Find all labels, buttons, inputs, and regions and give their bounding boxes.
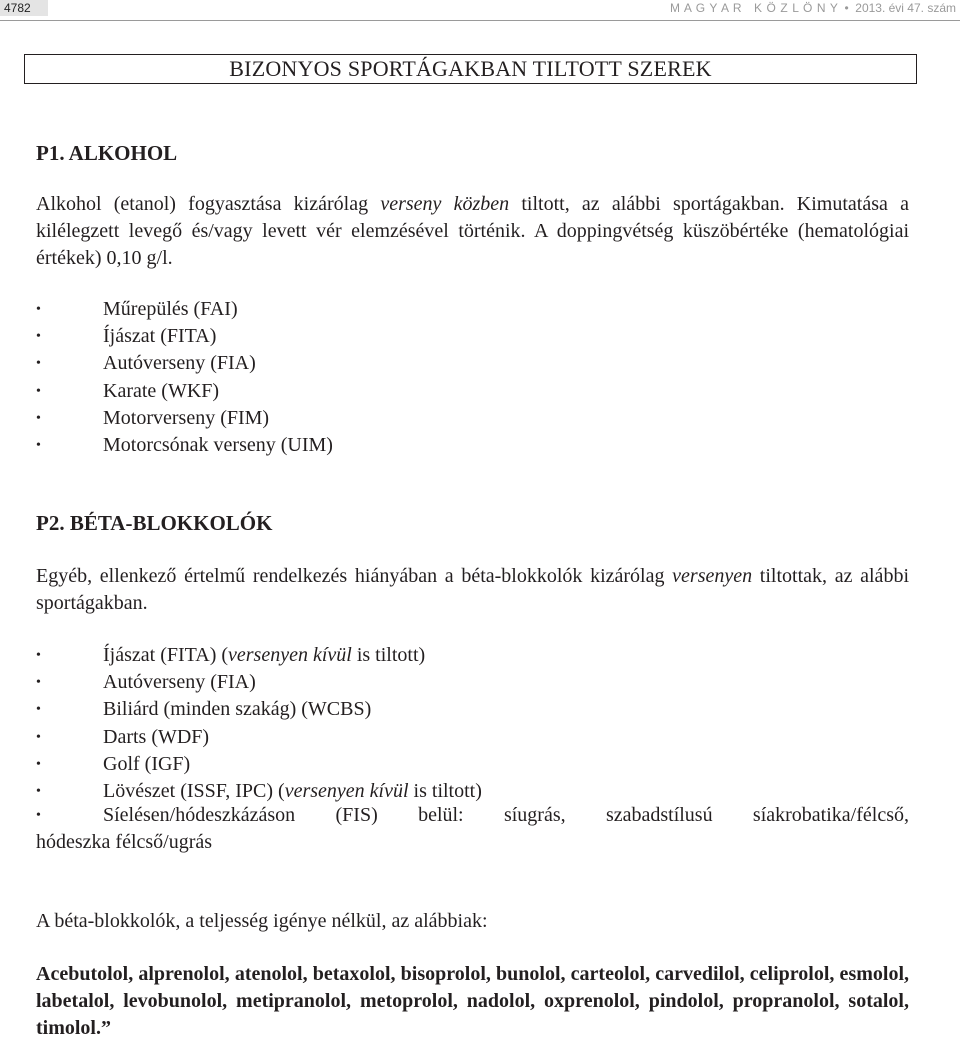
ski-word: síugrás,: [503, 804, 566, 826]
ski-item-line-1: [36, 802, 909, 829]
list-item-after: is tiltott): [408, 780, 482, 803]
section-title: BIZONYOS SPORTÁGAKBAN TILTOTT SZEREK: [229, 56, 712, 81]
list-item-text: Motorverseny (FIM): [103, 406, 270, 429]
journal-name: M A G Y A R K Ö Z L Ö N Y: [669, 1, 839, 15]
beta-blocker-intro: A béta-blokkolók, a teljesség igénye nélkül, az alábbiak:: [36, 910, 488, 932]
list-item-text: Íjászat (FITA) (: [103, 644, 229, 666]
list-item: [36, 724, 909, 751]
list-item: [36, 642, 909, 669]
bullet-icon: •: [36, 438, 41, 454]
ski-list-item: [36, 802, 909, 856]
beta-blocker-list: Acebutolol, alprenolol, atenolol, betaxolol, bisoprolol, bunolol, carteolol, carvedilol, celiprolol, esmolol, labetalol, levobunolol, metipranolol, metoprolol, nadolol, oxprenolol, pindolol, propranolol, sotalol, timolol.”: [36, 963, 909, 1039]
p1-para-start: Alkohol (etanol) fogyasztása kizárólag: [36, 193, 381, 215]
p1-heading: P1. ALKOHOL: [36, 141, 178, 165]
ski-item-line-2: hódeszka félcső/ugrás: [36, 831, 213, 853]
p1-para-italic: verseny közben: [380, 193, 510, 215]
ski-word: (FIS): [335, 804, 378, 826]
p2-para-end: tiltottak, az alábbi sportágakban.: [36, 565, 909, 614]
bullet-icon: •: [36, 302, 41, 317]
list-item: [36, 405, 909, 432]
list-item-text: Íjászat (FITA): [103, 325, 217, 348]
list-item: [36, 378, 909, 405]
list-item: [36, 296, 909, 323]
list-item-text: Darts (WDF): [103, 725, 210, 748]
p1-para-end: tiltott, az alábbi sportágakban. Kimutatása a kilélegzett levegő és/vagy levett vér elemzésével történik. A doppingvétség küszöbértéke (hematológiai értékek) 0,10 g/l.: [36, 193, 909, 269]
list-item-text: Motorcsónak verseny (UIM): [103, 434, 333, 457]
p2-heading: P2. BÉTA-BLOKKOLÓK: [36, 511, 273, 535]
ski-word: szabadstílusú: [605, 804, 713, 826]
p2-para-italic: versenyen: [672, 565, 753, 587]
bullet-icon: •: [36, 729, 41, 745]
p1-paragraph: [36, 191, 909, 272]
issue-number: 2013. évi 47. szám: [855, 1, 956, 15]
list-item: [36, 696, 909, 723]
list-item-text: Lövészet (ISSF, IPC) (: [103, 780, 285, 803]
bullet-icon: •: [36, 808, 41, 823]
section-title-box: [24, 54, 917, 84]
journal-title: [670, 0, 956, 16]
bullet-icon: •: [36, 756, 41, 772]
list-item: [36, 432, 909, 459]
header-rule: [0, 20, 960, 21]
page-header: [0, 0, 960, 22]
list-item: [36, 669, 909, 696]
list-item-text: Golf (IGF): [103, 752, 191, 775]
ski-word: Síelésen/hódeszkázáson: [103, 804, 296, 826]
list-item-after: is tiltott): [351, 644, 426, 666]
bullet-icon: •: [36, 410, 41, 426]
list-item-text: Biliárd (minden szakág) (WCBS): [103, 698, 372, 721]
bullet-icon: •: [36, 329, 41, 345]
p2-para-start: Egyéb, ellenkező értelmű rendelkezés hiányában a béta-blokkolók kizárólag: [36, 565, 673, 587]
p2-sport-list: [36, 642, 909, 805]
ski-word: belül:: [418, 804, 464, 826]
bullet-icon: •: [36, 383, 41, 399]
bullet-icon: •: [36, 702, 41, 718]
list-item: [36, 751, 909, 778]
list-item-text: Műrepülés (FAI): [103, 298, 238, 320]
list-item: [36, 350, 909, 377]
list-item: [36, 323, 909, 350]
header-bullet: •: [844, 1, 850, 15]
page-number: 4782: [0, 0, 48, 16]
bullet-icon: •: [36, 675, 41, 691]
list-item-text: Autóverseny (FIA): [103, 671, 256, 694]
list-item-text: Autóverseny (FIA): [103, 352, 256, 375]
bullet-icon: •: [36, 784, 41, 800]
bullet-icon: •: [36, 648, 41, 663]
list-item-italic: versenyen kívül: [284, 780, 409, 803]
list-item-italic: versenyen kívül: [228, 644, 352, 666]
ski-word: síakrobatika/félcső,: [752, 804, 909, 826]
p1-sport-list: [36, 296, 909, 459]
bullet-icon: •: [36, 356, 41, 372]
p2-paragraph: [36, 563, 909, 617]
list-item-text: Karate (WKF): [103, 379, 220, 402]
